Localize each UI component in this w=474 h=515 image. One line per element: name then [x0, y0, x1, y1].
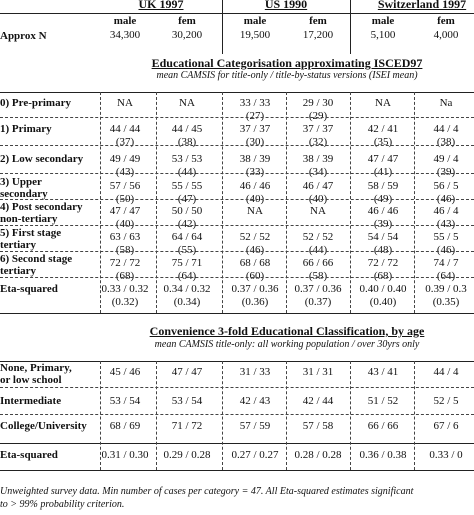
table-cell: 46 / 47 (40): [302, 180, 334, 205]
table-cell: 72 / 72 (68): [367, 257, 399, 282]
table-cell: 38 / 39 (33): [239, 153, 271, 178]
approx-n-value: 17,200: [302, 29, 334, 41]
table-cell: 44 / 44 (37): [109, 123, 141, 148]
section-subtitle: mean CAMSIS title-only: all working population / over 30yrs only: [154, 339, 420, 350]
sex-header: fem: [309, 15, 327, 27]
table-cell: 46 / 4 (43): [433, 205, 459, 230]
column-group-divider: [222, 0, 223, 54]
dashed-row-divider: [0, 117, 474, 118]
table-cell: 0.29 / 0.28: [163, 449, 211, 461]
country-header: US 1990: [264, 0, 308, 11]
dashed-row-divider: [0, 277, 474, 278]
table-cell: NA: [117, 97, 133, 109]
row-label: 2) Low secondary: [0, 153, 84, 165]
table-cell: 47 / 47 (41): [367, 153, 399, 178]
table-cell: 56 / 5 (46): [433, 180, 459, 205]
table-cell: 55 / 55 (47): [171, 180, 203, 205]
table-cell: 72 / 72 (68): [109, 257, 141, 282]
approx-n-value: 19,500: [239, 29, 271, 41]
column-divider: [414, 361, 415, 470]
sex-header: male: [243, 15, 267, 27]
table-cell: 0.31 / 0.30: [101, 449, 149, 461]
horizontal-rule: [0, 313, 474, 314]
table-cell: NA: [179, 97, 195, 109]
country-header: Switzerland 1997: [377, 0, 467, 11]
table-cell: 63 / 63 (58): [109, 231, 141, 256]
table-cell: 42 / 41 (35): [367, 123, 399, 148]
table-cell: 52 / 52 (44): [302, 231, 334, 256]
column-divider: [156, 361, 157, 470]
table-cell: 52 / 52 (46): [239, 231, 271, 256]
horizontal-rule: [0, 443, 474, 444]
approx-n-value: 4,000: [433, 29, 459, 41]
table-cell: 51 / 52: [367, 395, 399, 407]
table-cell: 55 / 5 (46): [433, 231, 459, 256]
table-cell: 0.37 / 0.36 (0.36): [231, 283, 279, 308]
row-label: 4) Post secondary non-tertiary: [0, 201, 83, 225]
sex-header: male: [113, 15, 137, 27]
table-cell: 67 / 6: [433, 420, 459, 432]
table-cell: 68 / 68 (60): [239, 257, 271, 282]
table-cell: 53 / 54: [171, 395, 203, 407]
column-group-divider: [350, 0, 351, 54]
column-group-divider: [350, 92, 351, 313]
table-cell: 44 / 45 (38): [171, 123, 203, 148]
table-cell: NA: [375, 97, 391, 109]
dashed-row-divider: [0, 414, 474, 415]
table-cell: 33 / 33 (27): [239, 97, 271, 122]
horizontal-rule: [0, 13, 474, 14]
table-cell: 44 / 4 (38): [433, 123, 459, 148]
table-cell: 31 / 33: [239, 366, 271, 378]
dashed-row-divider: [0, 145, 474, 146]
table-cell: Na: [439, 97, 453, 109]
section-subtitle: mean CAMSIS for title-only / title-by-status versions (ISEI mean): [156, 70, 418, 81]
table-cell: 0.28 / 0.28: [294, 449, 342, 461]
table-cell: 43 / 41: [367, 366, 399, 378]
column-group-divider: [222, 361, 223, 470]
table-cell: 0.33 / 0: [429, 449, 463, 461]
table-cell: 68 / 69: [109, 420, 141, 432]
horizontal-rule: [0, 92, 474, 93]
table-cell: 49 / 4 (39): [433, 153, 459, 178]
approx-n-value: 30,200: [171, 29, 203, 41]
dashed-row-divider: [0, 225, 474, 226]
table-cell: 0.33 / 0.32 (0.32): [101, 283, 149, 308]
table-cell: 37 / 37 (32): [302, 123, 334, 148]
sex-header: fem: [437, 15, 455, 27]
row-label: None, Primary, or low school: [0, 362, 72, 386]
table-cell: 57 / 58: [302, 420, 334, 432]
row-label: 6) Second stage tertiary: [0, 253, 73, 277]
table-cell: 0.27 / 0.27: [231, 449, 279, 461]
footnote: to > 99% probability criterion.: [0, 499, 125, 510]
table-cell: 64 / 64 (55): [171, 231, 203, 256]
dashed-row-divider: [0, 199, 474, 200]
table-cell: 42 / 44: [302, 395, 334, 407]
sex-header: fem: [178, 15, 196, 27]
footnote: Unweighted survey data. Min number of cases per category = 47. All Eta-squared estimates significant: [0, 486, 414, 497]
table-cell: NA: [310, 205, 326, 217]
table-cell: 44 / 4: [433, 366, 459, 378]
table-cell: 71 / 72: [171, 420, 203, 432]
approx-n-value: 5,100: [370, 29, 396, 41]
table-cell: 75 / 71 (64): [171, 257, 203, 282]
table-cell: 46 / 46 (39): [367, 205, 399, 230]
table-cell: 66 / 66: [367, 420, 399, 432]
table-cell: 0.39 / 0.3 (0.35): [425, 283, 467, 308]
table-cell: 0.34 / 0.32 (0.34): [163, 283, 211, 308]
column-divider: [156, 92, 157, 313]
table-cell: 54 / 54 (48): [367, 231, 399, 256]
table-cell: 57 / 56 (50): [109, 180, 141, 205]
table-cell: 0.36 / 0.38: [359, 449, 407, 461]
row-label: Intermediate: [0, 395, 62, 407]
table-cell: 57 / 59: [239, 420, 271, 432]
table-cell: 50 / 50 (42): [171, 205, 203, 230]
table-cell: 0.40 / 0.40 (0.40): [359, 283, 407, 308]
column-group-divider: [350, 361, 351, 470]
row-label: 1) Primary: [0, 123, 52, 135]
table-cell: 58 / 59 (49): [367, 180, 399, 205]
table-cell: 31 / 31: [302, 366, 334, 378]
table-cell: 74 / 7 (64): [433, 257, 459, 282]
table-cell: 46 / 46 (40): [239, 180, 271, 205]
table-cell: 45 / 46: [109, 366, 141, 378]
section-title: Educational Categorisation approximating ISCED97: [151, 56, 423, 70]
row-label: 5) First stage tertiary: [0, 227, 62, 251]
approx-n-value: 34,300: [109, 29, 141, 41]
dashed-row-divider: [0, 173, 474, 174]
row-label: Eta-squared: [0, 449, 58, 461]
table-cell: 37 / 37 (30): [239, 123, 271, 148]
country-header: UK 1997: [138, 0, 184, 11]
table-cell: 47 / 47: [171, 366, 203, 378]
table-cell: 42 / 43: [239, 395, 271, 407]
table-cell: 47 / 47 (40): [109, 205, 141, 230]
table-cell: NA: [247, 205, 263, 217]
table-cell: 29 / 30 (29): [302, 97, 334, 122]
column-divider: [414, 92, 415, 313]
table-cell: 53 / 54: [109, 395, 141, 407]
row-label: Eta-squared: [0, 283, 58, 295]
horizontal-rule: [0, 470, 474, 471]
dashed-row-divider: [0, 251, 474, 252]
row-label: College/University: [0, 420, 87, 432]
dashed-row-divider: [0, 387, 474, 388]
horizontal-rule: [0, 361, 474, 362]
section-title: Convenience 3-fold Educational Classification, by age: [149, 324, 425, 338]
table-cell: 66 / 66 (58): [302, 257, 334, 282]
row-label: 0) Pre-primary: [0, 97, 71, 109]
table-cell: 52 / 5: [433, 395, 459, 407]
column-divider: [286, 361, 287, 470]
table-cell: 0.37 / 0.36 (0.37): [294, 283, 342, 308]
sex-header: male: [371, 15, 395, 27]
approx-n-label: Approx N: [0, 30, 47, 42]
table-cell: 49 / 49 (43): [109, 153, 141, 178]
column-group-divider: [222, 92, 223, 313]
table-cell: 53 / 53 (44): [171, 153, 203, 178]
row-label: 3) Upper secondary: [0, 176, 48, 200]
column-divider: [286, 92, 287, 313]
column-divider: [100, 361, 101, 470]
column-divider: [100, 92, 101, 313]
table-cell: 38 / 39 (34): [302, 153, 334, 178]
